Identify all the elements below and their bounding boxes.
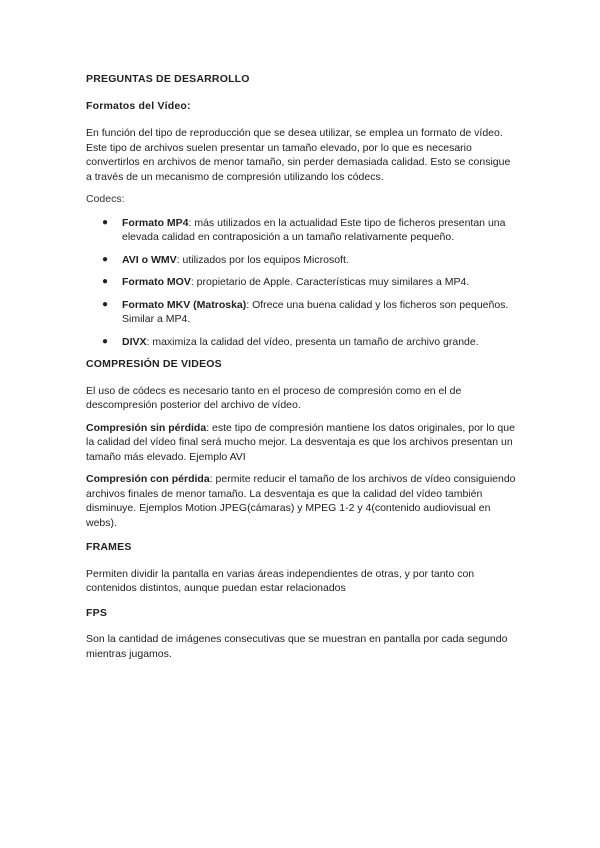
- list-item: [86, 298, 518, 327]
- list-item: [86, 335, 518, 350]
- codec-name: AVI o WMV: [122, 253, 177, 266]
- bullet-icon: ●: [102, 276, 109, 287]
- sin-perdida-label: Compresión sin pérdida: [86, 421, 207, 434]
- codec-name: Formato MKV (Matroska): [122, 298, 247, 311]
- document-title: PREGUNTAS DE DESARROLLO: [86, 73, 250, 85]
- compresion-sin-perdida: [86, 421, 518, 465]
- frames-text: Permiten dividir la pantalla en varias áreas independientes de otras, y por tanto con contenidos distintos, aunque puedan estar relacionados: [86, 567, 475, 594]
- document-content: [86, 72, 518, 669]
- bullet-icon: ●: [102, 253, 109, 265]
- fps-heading: FPS: [86, 606, 108, 619]
- codec-desc: : más utilizados en la actualidad Este tipo de ficheros presentan una elevada calidad en contraposición a un tamaño relativamente pequeño.: [122, 216, 506, 243]
- list-item: [86, 216, 518, 245]
- list-item: [86, 275, 518, 290]
- con-perdida-label: Compresión con pérdida: [86, 473, 210, 485]
- codecs-list: [86, 216, 518, 350]
- codec-name: Formato MP4: [122, 216, 189, 229]
- formatos-heading: Formatos del Vídeo:: [86, 99, 191, 112]
- codec-name: DIVX: [122, 335, 147, 348]
- codecs-label: Codecs:: [86, 193, 125, 205]
- codec-name: Formato MOV: [122, 276, 191, 288]
- codec-desc: : utilizados por los equipos Microsoft.: [176, 253, 349, 266]
- list-item: [86, 253, 518, 268]
- frames-heading: FRAMES: [86, 541, 132, 553]
- compresion-intro: El uso de códecs es necesario tanto en el proceso de compresión como en el de descompresión posterior del archivo de vídeo.: [86, 384, 462, 411]
- codec-desc: : propietario de Apple. Características muy similares a MP4.: [190, 276, 470, 288]
- compresion-heading: COMPRESIÓN DE VIDEOS: [86, 358, 222, 370]
- formatos-intro: En función del tipo de reproducción que se desea utilizar, se emplea un formato de vídeo. Este tipo de archivos suelen presentar un tamaño elevado, por lo que es necesario convertirlos en archivos de menor tamaño, sin perder demasiada calidad. Esto se consigue a través de un mecanismo de compresión utilizando los códecs.: [86, 127, 511, 183]
- bullet-icon: ●: [102, 335, 109, 347]
- con-perdida-text: : permite reducir el tamaño de los archivos de vídeo consiguiendo archivos finales de menor tamaño. La desventaja es que la calidad del vídeo también disminuye. Ejemplos Motion JPEG(cámaras) y MPEG 1-2 y 4(contenido audiovisual en webs).: [86, 473, 516, 529]
- bullet-icon: ●: [102, 216, 109, 228]
- sin-perdida-text: : este tipo de compresión mantiene los datos originales, por lo que la calidad del vídeo final será mucho mejor. La desventaja es que los archivos presentan un tamaño más elevado. Ejemplo AVI: [86, 421, 515, 463]
- fps-text: Son la cantidad de imágenes consecutivas que se muestran en pantalla por cada segundo mientras jugamos.: [86, 633, 508, 660]
- codec-desc: : maximiza la calidad del vídeo, presenta un tamaño de archivo grande.: [146, 335, 479, 348]
- compresion-con-perdida: [86, 472, 518, 530]
- codec-desc: : Ofrece una buena calidad y los ficheros son pequeños. Similar a MP4.: [122, 298, 509, 325]
- bullet-icon: ●: [102, 298, 109, 310]
